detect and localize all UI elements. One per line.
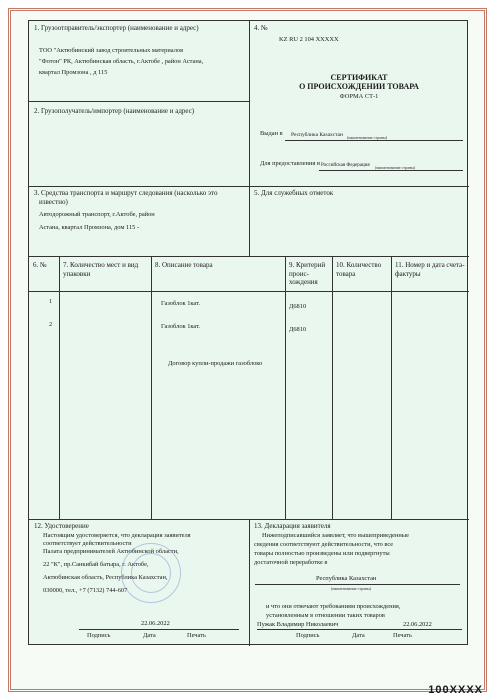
box13-signature-label: Подпись <box>296 632 320 639</box>
box13-line-4: достаточной переработке в <box>254 559 328 566</box>
box13-line-2: сведения соответствуют действительности, что все <box>254 541 394 548</box>
box12-seal-label: Печать <box>187 632 206 639</box>
row-1-description: Газоблок 1кат. <box>161 300 201 307</box>
contract-reference: Договор купли-продажи газоблоко <box>168 360 263 367</box>
issued-label: Выдан в <box>260 130 283 137</box>
issued-underline <box>285 140 463 141</box>
box1-line-2: "Фотон" РК, Актюбинская область, г.Актобе , район Астана, <box>39 58 204 65</box>
form-name: ФОРМА СТ-1 <box>339 93 379 100</box>
certificate-subtitle: О ПРОИСХОЖДЕНИИ ТОВАРА <box>299 82 419 91</box>
top-divider <box>249 21 250 256</box>
certificate-number: KZ RU 2 104 XXXXX <box>279 36 339 43</box>
box1-line-3: квартал Промзона , д 115 <box>39 69 108 76</box>
box12-line-5: Актюбинская область, Республика Казахстан, <box>43 574 168 581</box>
box3-label-2: известно) <box>39 198 68 206</box>
presented-label: Для предоставления в <box>260 160 320 167</box>
serial-number: 100XXXX <box>428 684 483 696</box>
certificate-form <box>28 20 468 645</box>
box13-date: 22.06.2022 <box>403 621 432 628</box>
certificate-title: СЕРТИФИКАТ <box>330 73 388 82</box>
box13-line-1: Нижеподписавшийся заявляет, что вышеприведенные <box>262 532 409 539</box>
issued-value: Республика Казахстан <box>291 132 343 138</box>
box12-line-2: соответствует действительности <box>43 540 132 547</box>
box13-line-3: товары полностью произведены или подвергнуты <box>254 550 390 557</box>
box3-line-2: Астана, квартал Промзона, дом 115 - <box>39 224 140 231</box>
col-header-invoice: 11. Номер и дата счета-фактуры <box>395 261 465 278</box>
table-header-bottom <box>29 291 469 292</box>
box12-date-label: Дата <box>143 632 156 639</box>
box12-date: 22.06.2022 <box>141 620 170 627</box>
row-2-description: Газоблок 1кат. <box>161 323 201 330</box>
col-header-criterion: 9. Критерий проис-хождения <box>289 261 326 286</box>
box12-line-3: Палата предпринимателей Актюбинской области, <box>43 548 179 555</box>
presented-value: Российская Федерация <box>321 163 370 168</box>
box13-country: Республика Казахстан <box>316 575 377 582</box>
box13-after-2: установленным в отношении таких товаров <box>266 612 385 619</box>
box1-label: 1. Грузоотправитель/экспортер (наименование и адрес) <box>34 24 199 32</box>
box13-date-label: Дата <box>352 632 365 639</box>
box1-bottom <box>29 101 249 102</box>
box3-label-1: 3. Средства транспорта и маршрут следования (насколько это <box>34 189 218 197</box>
row-1-num: 1 <box>49 298 53 305</box>
box4-label: 4. № <box>254 24 268 32</box>
chamber-seal-inner <box>131 553 171 593</box>
col-header-packages: 7. Количество мест и вид упаковки <box>63 261 139 278</box>
row-1-criterion: Д6810 <box>289 303 307 310</box>
issued-note: (наименование страны) <box>347 135 388 140</box>
box12-signature-label: Подпись <box>87 632 111 639</box>
row-2-criterion: Д6810 <box>289 326 307 333</box>
col-header-quantity: 10. Количество товара <box>336 261 382 278</box>
box12-line-1: Настоящим удостоверяется, что декларация заявителя <box>43 532 191 539</box>
box12-line-6: 030000, тел., +7 (7132) 744-607 <box>43 587 128 594</box>
row-2-num: 2 <box>49 321 53 328</box>
presented-underline <box>319 170 463 171</box>
box2-label: 2. Грузополучатель/импортер (наименование и адрес) <box>34 107 195 115</box>
box2-bottom <box>29 186 469 187</box>
box3-bottom <box>29 256 469 257</box>
col-header-num: 6. № <box>33 261 47 269</box>
bottom-divider <box>249 519 250 646</box>
box1-line-1: ТОО "Актюбинский завод строительных материалов <box>39 47 184 54</box>
box12-label: 12. Удостоверение <box>34 522 89 530</box>
box12-line-4: 22 "К", пр.Санкибай батыра, г. Актобе, <box>43 561 149 568</box>
box13-seal-label: Печать <box>393 632 412 639</box>
box13-signer: Пужак Владимир Николаевич <box>257 621 339 628</box>
presented-note: (наименование страны) <box>375 165 416 170</box>
box13-label: 13. Декларация заявителя <box>254 522 331 530</box>
box3-line-1: Автодорожный транспорт, г.Актобе, район <box>39 211 155 218</box>
box13-country-note: (наименование страны) <box>331 586 372 591</box>
col-header-description: 8. Описание товара <box>155 261 213 269</box>
box13-after-1: и что они отвечают требованиям происхождения, <box>266 603 401 610</box>
box5-label: 5. Для служебных отметок <box>254 189 334 197</box>
